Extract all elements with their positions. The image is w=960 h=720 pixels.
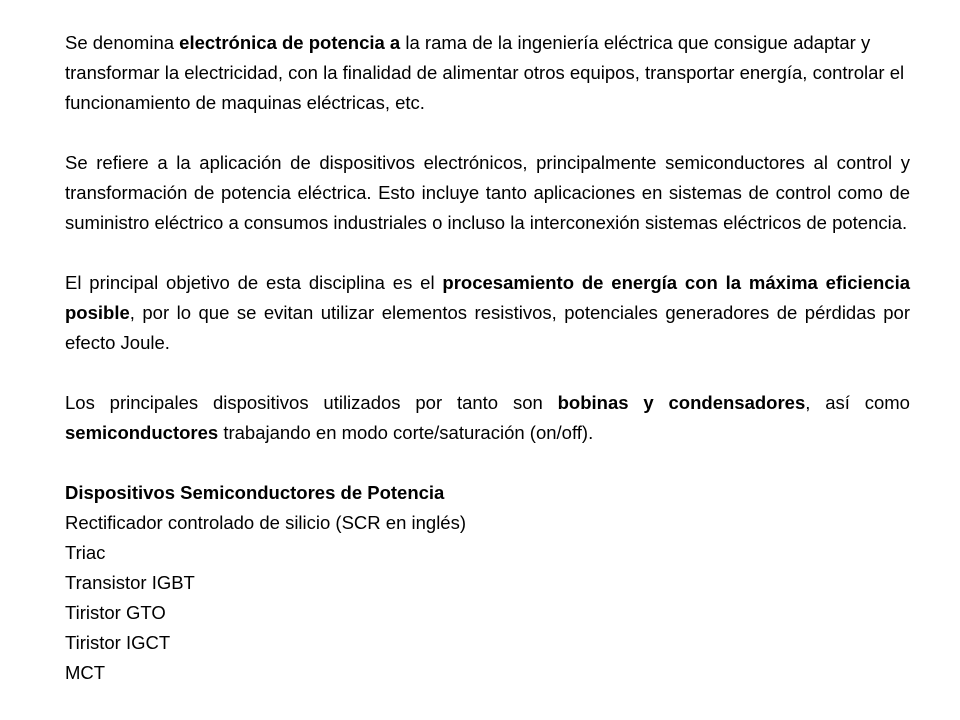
device-item-igbt: Transistor IGBT — [65, 572, 195, 593]
text-segment: El principal objetivo de esta disciplina es el — [65, 272, 443, 293]
bold-text-segment: electrónica de potencia a — [179, 32, 401, 53]
text-segment: trabajando en modo corte/saturación (on/off). — [218, 422, 594, 443]
text-segment: Los principales dispositivos utilizados por tanto son — [65, 392, 558, 413]
text-segment: Se denomina — [65, 32, 180, 53]
bold-text-segment: semiconductores — [65, 422, 219, 443]
device-list-title: Dispositivos Semiconductores de Potencia — [65, 482, 445, 503]
device-list-section — [65, 478, 910, 688]
text-segment: la rama de la ingeniería eléctrica que consigue adaptar y transformar la electricidad, con la finalidad de alimentar otros equipos, transportar energía, controlar el funcionamiento de maquinas eléctricas, etc. — [65, 32, 905, 113]
slide-content — [65, 28, 910, 688]
bold-text-segment: procesamiento de energía con la máxima eficiencia posible — [65, 272, 911, 323]
text-segment: , por lo que se evitan utilizar elementos resistivos, potenciales generadores de pérdidas por efecto Joule. — [65, 302, 910, 353]
bold-text-segment: bobinas y condensadores — [557, 392, 806, 413]
device-list — [65, 508, 910, 688]
text-segment: , así como — [805, 392, 910, 413]
paragraph-application — [65, 148, 910, 238]
text-segment: Se refiere a la aplicación de dispositivos electrónicos, principalmente semiconductores al control y transformación de potencia eléctrica. Esto incluye tanto aplicaciones en sistemas de control como de suministro eléctrico a consumos industriales o incluso la interconexión sistemas eléctricos de potencia. — [65, 152, 910, 233]
device-item-scr: Rectificador controlado de silicio (SCR en inglés) — [65, 512, 467, 533]
device-item-igct: Tiristor IGCT — [65, 632, 171, 653]
device-item-gto: Tiristor GTO — [65, 602, 166, 623]
paragraph-definition — [65, 28, 910, 118]
paragraph-devices — [65, 388, 910, 448]
device-item-triac: Triac — [65, 542, 106, 563]
device-item-mct: MCT — [65, 662, 106, 683]
paragraph-objective — [65, 268, 910, 358]
